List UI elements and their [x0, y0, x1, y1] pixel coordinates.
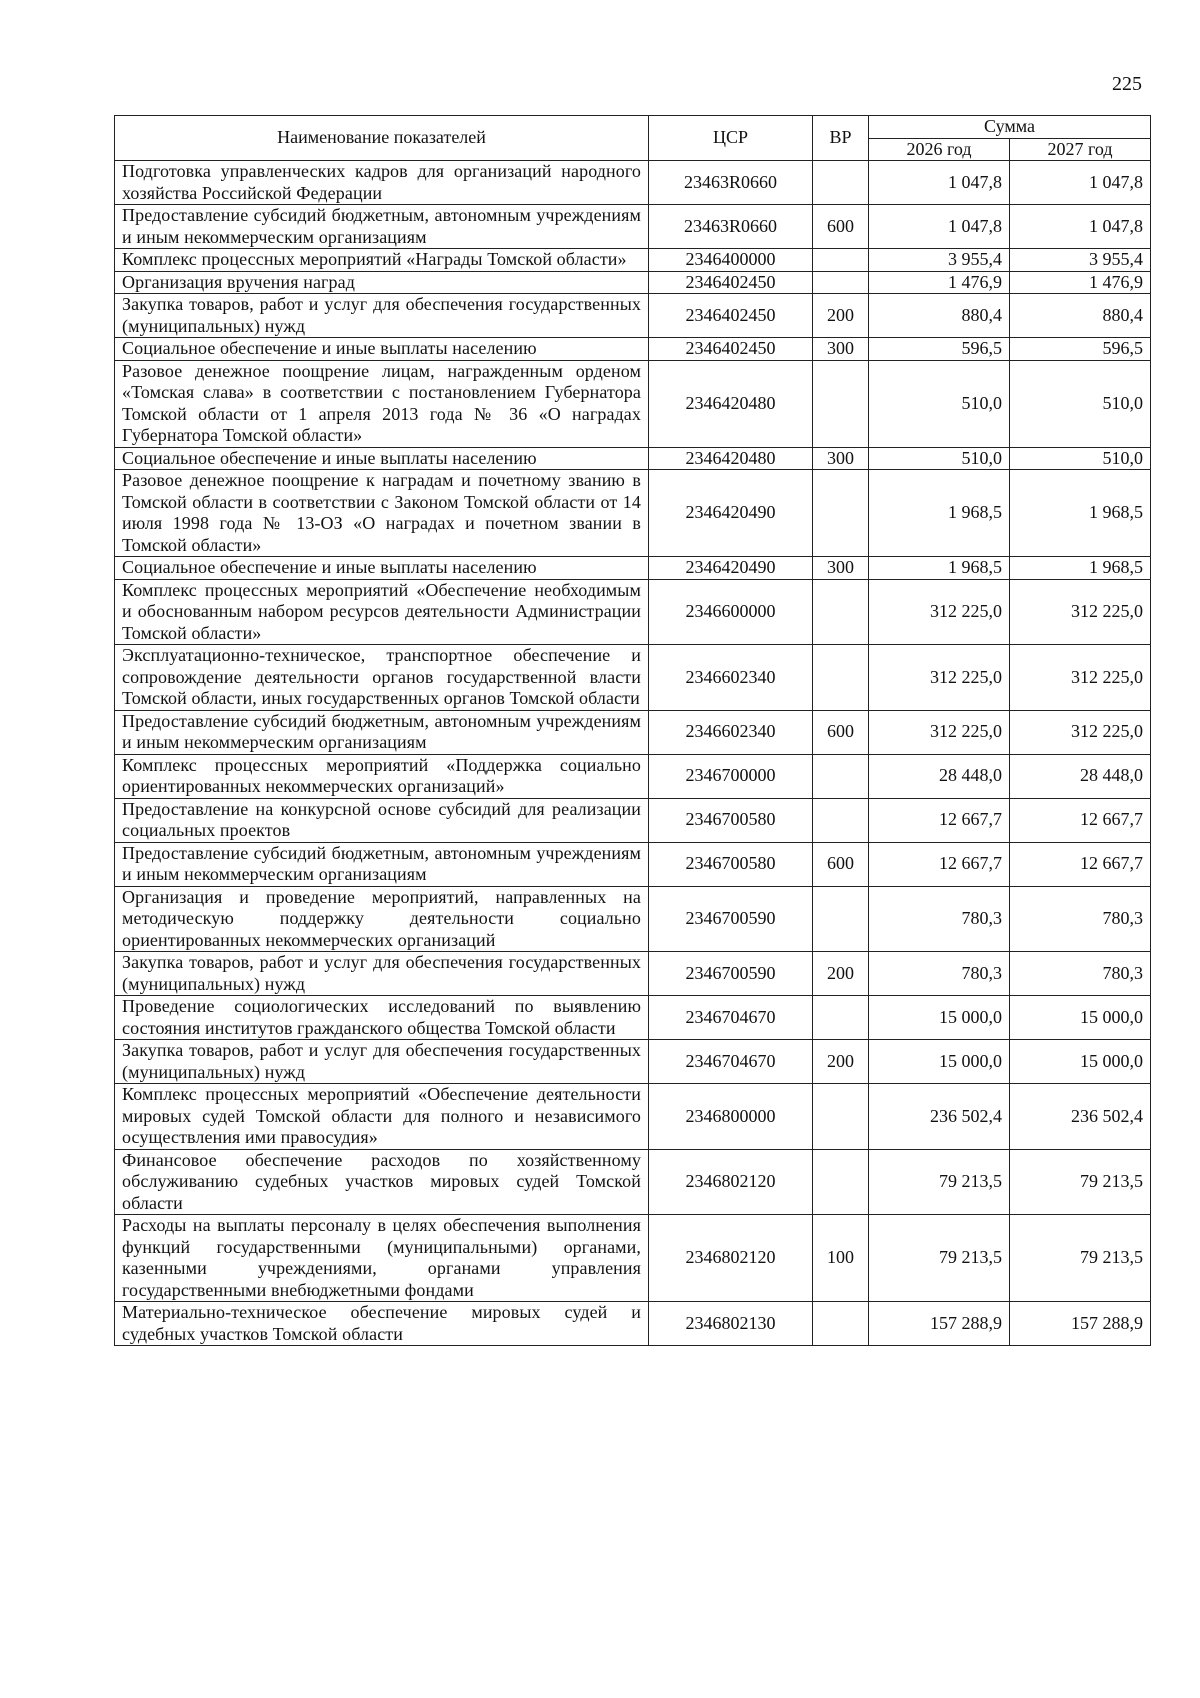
row-sum-2027: 780,3 [1010, 952, 1151, 996]
table-row [115, 1084, 1151, 1150]
row-name: Предоставление субсидий бюджетным, автономным учреждениям и иным некоммерческим организациям [115, 205, 649, 249]
row-sum-2026: 236 502,4 [869, 1084, 1010, 1150]
row-vr: 600 [813, 842, 869, 886]
row-name: Социальное обеспечение и иные выплаты населению [115, 557, 649, 580]
row-name: Подготовка управленческих кадров для организаций народного хозяйства Российской Федерации [115, 161, 649, 205]
row-vr [813, 1302, 869, 1346]
table-row [115, 842, 1151, 886]
row-sum-2027: 880,4 [1010, 294, 1151, 338]
table-header [115, 116, 1151, 161]
row-sum-2027: 236 502,4 [1010, 1084, 1151, 1150]
row-sum-2027: 12 667,7 [1010, 798, 1151, 842]
table-row [115, 1040, 1151, 1084]
row-sum-2027: 79 213,5 [1010, 1215, 1151, 1302]
row-sum-2026: 780,3 [869, 952, 1010, 996]
row-csr: 23463R0660 [649, 161, 813, 205]
row-csr: 2346802130 [649, 1302, 813, 1346]
row-sum-2026: 1 968,5 [869, 470, 1010, 557]
row-sum-2027: 1 047,8 [1010, 161, 1151, 205]
row-vr [813, 1149, 869, 1215]
row-vr: 300 [813, 338, 869, 361]
row-csr: 2346602340 [649, 645, 813, 711]
row-name: Предоставление субсидий бюджетным, автономным учреждениям и иным некоммерческим организациям [115, 842, 649, 886]
row-sum-2027: 1 047,8 [1010, 205, 1151, 249]
row-name: Предоставление на конкурсной основе субсидий для реализации социальных проектов [115, 798, 649, 842]
row-csr: 23463R0660 [649, 205, 813, 249]
row-name: Комплекс процессных мероприятий «Награды Томской области» [115, 249, 649, 272]
table-row [115, 360, 1151, 447]
table-row [115, 952, 1151, 996]
row-name: Проведение социологических исследований по выявлению состояния институтов гражданского общества Томской области [115, 996, 649, 1040]
row-csr: 2346420480 [649, 360, 813, 447]
row-csr: 2346600000 [649, 579, 813, 645]
row-name: Организация вручения наград [115, 271, 649, 294]
row-name: Комплекс процессных мероприятий «Обеспечение необходимым и обоснованным набором ресурсов деятельности Администрации Томской области» [115, 579, 649, 645]
row-vr [813, 798, 869, 842]
row-sum-2026: 157 288,9 [869, 1302, 1010, 1346]
row-name: Организация и проведение мероприятий, направленных на методическую поддержку деятельности социально ориентированных некоммерческих организаций [115, 886, 649, 952]
row-name: Разовое денежное поощрение лицам, награжденным орденом «Томская слава» в соответствии с постановлением Губернатора Томской области от 1 апреля 2013 года № 36 «О наградах Губернатора Томской области» [115, 360, 649, 447]
row-vr: 600 [813, 205, 869, 249]
budget-table [114, 115, 1151, 1346]
row-csr: 2346704670 [649, 1040, 813, 1084]
row-sum-2026: 312 225,0 [869, 710, 1010, 754]
row-sum-2026: 12 667,7 [869, 798, 1010, 842]
table-row [115, 996, 1151, 1040]
row-vr: 300 [813, 557, 869, 580]
table-row [115, 470, 1151, 557]
row-vr [813, 754, 869, 798]
row-name: Разовое денежное поощрение к наградам и почетному званию в Томской области в соответствии с Законом Томской области от 14 июля 1998 года № 13-ОЗ «О наградах и почетном звании в Томской области» [115, 470, 649, 557]
row-sum-2026: 1 968,5 [869, 557, 1010, 580]
row-sum-2027: 79 213,5 [1010, 1149, 1151, 1215]
row-csr: 2346704670 [649, 996, 813, 1040]
row-vr: 200 [813, 294, 869, 338]
row-vr [813, 470, 869, 557]
header-vr: ВР [813, 116, 869, 161]
row-sum-2027: 157 288,9 [1010, 1302, 1151, 1346]
row-name: Комплекс процессных мероприятий «Обеспечение деятельности мировых судей Томской области для полного и независимого осуществления ими правосудия» [115, 1084, 649, 1150]
row-vr [813, 360, 869, 447]
table-body [115, 161, 1151, 1346]
row-sum-2027: 510,0 [1010, 360, 1151, 447]
table-row [115, 294, 1151, 338]
row-sum-2027: 28 448,0 [1010, 754, 1151, 798]
row-sum-2026: 3 955,4 [869, 249, 1010, 272]
table-row [115, 161, 1151, 205]
row-name: Финансовое обеспечение расходов по хозяйственному обслуживанию судебных участков мировых судей Томской области [115, 1149, 649, 1215]
table-row [115, 754, 1151, 798]
row-name: Комплекс процессных мероприятий «Поддержка социально ориентированных некоммерческих организаций» [115, 754, 649, 798]
header-year-2026: 2026 год [869, 138, 1010, 161]
header-year-2027: 2027 год [1010, 138, 1151, 161]
row-csr: 2346802120 [649, 1149, 813, 1215]
table-row [115, 338, 1151, 361]
row-sum-2026: 79 213,5 [869, 1149, 1010, 1215]
row-sum-2026: 596,5 [869, 338, 1010, 361]
row-name: Материально-техническое обеспечение мировых судей и судебных участков Томской области [115, 1302, 649, 1346]
page-number: 225 [1112, 73, 1142, 95]
row-name: Закупка товаров, работ и услуг для обеспечения государственных (муниципальных) нужд [115, 1040, 649, 1084]
row-csr: 2346602340 [649, 710, 813, 754]
row-vr [813, 996, 869, 1040]
row-sum-2027: 780,3 [1010, 886, 1151, 952]
row-sum-2026: 780,3 [869, 886, 1010, 952]
row-csr: 2346400000 [649, 249, 813, 272]
row-name: Предоставление субсидий бюджетным, автономным учреждениям и иным некоммерческим организациям [115, 710, 649, 754]
header-csr: ЦСР [649, 116, 813, 161]
row-vr: 600 [813, 710, 869, 754]
row-csr: 2346420480 [649, 447, 813, 470]
row-vr [813, 249, 869, 272]
row-csr: 2346402450 [649, 294, 813, 338]
row-vr: 200 [813, 1040, 869, 1084]
row-sum-2027: 1 968,5 [1010, 470, 1151, 557]
row-sum-2027: 1 476,9 [1010, 271, 1151, 294]
row-sum-2026: 15 000,0 [869, 1040, 1010, 1084]
row-vr [813, 161, 869, 205]
row-vr [813, 579, 869, 645]
row-sum-2027: 15 000,0 [1010, 1040, 1151, 1084]
table-row [115, 447, 1151, 470]
row-sum-2026: 510,0 [869, 447, 1010, 470]
row-name: Социальное обеспечение и иные выплаты населению [115, 338, 649, 361]
table-row [115, 798, 1151, 842]
row-sum-2027: 596,5 [1010, 338, 1151, 361]
table-row [115, 1302, 1151, 1346]
table-row [115, 710, 1151, 754]
header-name: Наименование показателей [115, 116, 649, 161]
row-vr [813, 1084, 869, 1150]
row-sum-2027: 510,0 [1010, 447, 1151, 470]
table-row [115, 645, 1151, 711]
row-sum-2027: 312 225,0 [1010, 710, 1151, 754]
row-sum-2026: 1 476,9 [869, 271, 1010, 294]
row-csr: 2346700590 [649, 886, 813, 952]
row-name: Социальное обеспечение и иные выплаты населению [115, 447, 649, 470]
row-csr: 2346700580 [649, 798, 813, 842]
header-sum: Сумма [869, 116, 1151, 139]
row-csr: 2346700590 [649, 952, 813, 996]
row-sum-2026: 79 213,5 [869, 1215, 1010, 1302]
row-sum-2026: 880,4 [869, 294, 1010, 338]
table-row [115, 249, 1151, 272]
row-vr: 100 [813, 1215, 869, 1302]
table-row [115, 1215, 1151, 1302]
row-csr: 2346700000 [649, 754, 813, 798]
table-row [115, 886, 1151, 952]
row-vr: 200 [813, 952, 869, 996]
row-csr: 2346802120 [649, 1215, 813, 1302]
table-row [115, 205, 1151, 249]
table-row [115, 1149, 1151, 1215]
row-sum-2027: 12 667,7 [1010, 842, 1151, 886]
row-vr: 300 [813, 447, 869, 470]
row-name: Закупка товаров, работ и услуг для обеспечения государственных (муниципальных) нужд [115, 294, 649, 338]
row-vr [813, 886, 869, 952]
row-vr [813, 645, 869, 711]
row-name: Эксплуатационно-техническое, транспортное обеспечение и сопровождение деятельности органов государственной власти Томской области, иных государственных органов Томской области [115, 645, 649, 711]
table-row [115, 557, 1151, 580]
row-sum-2026: 1 047,8 [869, 161, 1010, 205]
row-sum-2026: 12 667,7 [869, 842, 1010, 886]
row-name: Расходы на выплаты персоналу в целях обеспечения выполнения функций государственными (муниципальными) органами, казенными учреждениями, органами управления государственными внебюджетными фондами [115, 1215, 649, 1302]
row-sum-2027: 15 000,0 [1010, 996, 1151, 1040]
row-sum-2027: 312 225,0 [1010, 645, 1151, 711]
table-row [115, 579, 1151, 645]
row-sum-2027: 3 955,4 [1010, 249, 1151, 272]
row-sum-2026: 312 225,0 [869, 579, 1010, 645]
row-sum-2027: 1 968,5 [1010, 557, 1151, 580]
row-csr: 2346420490 [649, 557, 813, 580]
row-csr: 2346420490 [649, 470, 813, 557]
row-sum-2026: 15 000,0 [869, 996, 1010, 1040]
row-csr: 2346700580 [649, 842, 813, 886]
row-sum-2026: 1 047,8 [869, 205, 1010, 249]
row-vr [813, 271, 869, 294]
row-sum-2026: 510,0 [869, 360, 1010, 447]
row-csr: 2346402450 [649, 271, 813, 294]
row-csr: 2346800000 [649, 1084, 813, 1150]
row-csr: 2346402450 [649, 338, 813, 361]
row-sum-2026: 28 448,0 [869, 754, 1010, 798]
row-sum-2026: 312 225,0 [869, 645, 1010, 711]
row-sum-2027: 312 225,0 [1010, 579, 1151, 645]
row-name: Закупка товаров, работ и услуг для обеспечения государственных (муниципальных) нужд [115, 952, 649, 996]
table-row [115, 271, 1151, 294]
